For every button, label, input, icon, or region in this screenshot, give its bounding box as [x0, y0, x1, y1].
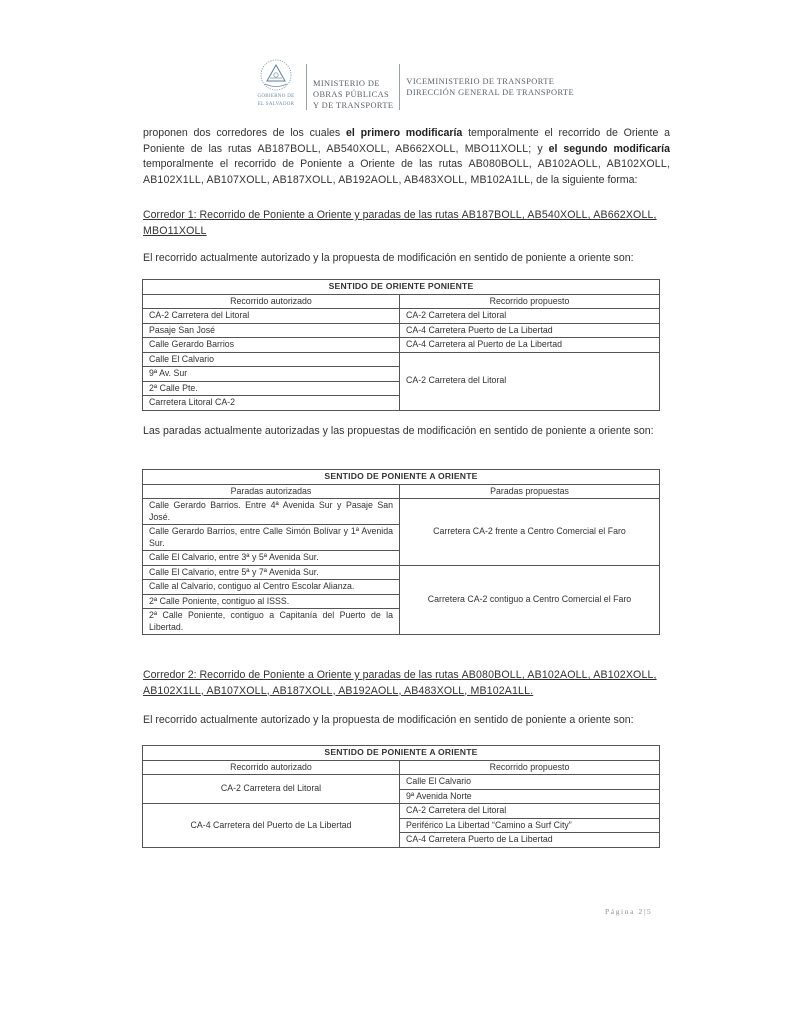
route-list: AB187BOLL, AB540XOLL, AB662XOLL, MBO11XOLL; [257, 142, 532, 155]
table-cell: CA-2 Carretera del Litoral [400, 309, 660, 324]
table-cell: Calle El Calvario, entre 3ª y 5ª Avenida Sur. [143, 551, 400, 566]
table-cell: Carretera CA-2 contiguo a Centro Comercial el Faro [400, 565, 660, 635]
sentence-recorrido-1: El recorrido actualmente autorizado y la propuesta de modificación en sentido de poniente a oriente son: [143, 252, 634, 264]
table-cell: Calle al Calvario, contiguo al Centro Escolar Alianza. [143, 580, 400, 595]
route-list: AB187BOLL, AB540XOLL, AB662XOLL, MBO11XOLL [143, 209, 657, 237]
table-cell: Carretera CA-2 frente a Centro Comercial el Faro [400, 499, 660, 566]
letterhead [252, 58, 574, 116]
table-cell: 2ª Calle Pte. [143, 381, 400, 396]
seal-caption-1: GOBIERNO DE [257, 94, 295, 99]
intro-text: y [531, 142, 549, 155]
seal-caption-2: EL SALVADOR [257, 102, 295, 107]
table-cell: CA-2 Carretera del Litoral [143, 775, 400, 804]
table-oriente-poniente [142, 279, 660, 411]
route-list: AB080BOLL, AB102AOLL, AB102XOLL, AB102X1LL, AB107XOLL, AB187XOLL, AB192AOLL, AB483XOLL, MB102A1LL. [143, 669, 657, 697]
page-number: Página 2|5 [605, 907, 653, 916]
header-divider [306, 64, 307, 110]
table-paradas [142, 469, 660, 635]
column-header: Recorrido autorizado [143, 294, 400, 309]
ministry-line-2: OBRAS PÚBLICAS [313, 90, 390, 99]
table-cell: 9ª Av. Sur [143, 367, 400, 382]
intro-text: temporalmente el recorrido de Oriente a Poniente de las rutas [143, 127, 671, 155]
table-cell: CA-2 Carretera del Litoral [400, 804, 660, 819]
intro-paragraph [143, 126, 670, 188]
table-cell: 9ª Avenida Norte [400, 789, 660, 804]
table-title: SENTIDO DE ORIENTE PONIENTE [143, 280, 660, 295]
table-cell: Carretera Litoral CA-2 [143, 396, 400, 411]
table-cell: CA-2 Carretera del Litoral [143, 309, 400, 324]
vice-line-1: VICEMINISTERIO DE TRANSPORTE [406, 77, 555, 86]
table-cell: Calle El Calvario, entre 5ª y 7ª Avenida Sur. [143, 565, 400, 580]
coat-of-arms-icon [259, 58, 293, 92]
column-header: Paradas autorizadas [143, 484, 400, 499]
ministry-line-3: Y DE TRANSPORTE [313, 101, 394, 110]
sentence-paradas: Las paradas actualmente autorizadas y las propuestas de modificación en sentido de poniente a oriente son: [143, 425, 654, 437]
intro-text: temporalmente el recorrido de Poniente a Oriente de las rutas [143, 158, 469, 171]
table-title: SENTIDO DE PONIENTE A ORIENTE [143, 746, 660, 761]
table-cell: 2ª Calle Poniente, contiguo al ISSS. [143, 594, 400, 609]
corredor-2-heading [143, 668, 670, 699]
table-cell: Periférico La Libertad “Camino a Surf City” [400, 818, 660, 833]
vice-ministry-name [406, 76, 574, 98]
ministry-name [313, 78, 393, 111]
vice-line-2: DIRECCIÓN GENERAL DE TRANSPORTE [406, 88, 574, 97]
table-cell: Calle El Calvario [400, 775, 660, 790]
ministry-line-1: MINISTERIO DE [313, 79, 380, 88]
column-header: Recorrido propuesto [400, 294, 660, 309]
table-title: SENTIDO DE PONIENTE A ORIENTE [143, 470, 660, 485]
table-cell: CA-2 Carretera del Litoral [400, 352, 660, 410]
heading-text: Corredor 2: Recorrido de Poniente a Oriente y paradas de las rutas [143, 669, 462, 681]
table-cell: Calle Gerardo Barrios [143, 338, 400, 353]
table-cell: Calle El Calvario [143, 352, 400, 367]
table-cell: CA-4 Carretera del Puerto de La Libertad [143, 804, 400, 848]
column-header: Paradas propuestas [400, 484, 660, 499]
column-header: Recorrido autorizado [143, 760, 400, 775]
table-cell: CA-4 Carretera al Puerto de La Libertad [400, 338, 660, 353]
government-seal [252, 58, 300, 108]
intro-bold: el segundo modificaría [548, 142, 670, 155]
table-cell: Pasaje San José [143, 323, 400, 338]
route-list: AB080BOLL, AB102AOLL, AB102XOLL, AB102X1LL, AB107XOLL, AB187XOLL, AB192AOLL, AB483XOLL, MB102A1LL, [143, 158, 670, 186]
table-cell: Calle Gerardo Barrios, entre Calle Simón Bolívar y 1ª Avenida Sur. [143, 525, 400, 551]
intro-text: de la siguiente forma: [533, 173, 638, 186]
table-poniente-oriente [142, 745, 660, 848]
table-cell: CA-4 Carretera Puerto de La Libertad [400, 833, 660, 848]
sentence-recorrido-2: El recorrido actualmente autorizado y la propuesta de modificación en sentido de poniente a oriente son: [143, 714, 634, 726]
table-cell: CA-4 Carretera Puerto de La Libertad [400, 323, 660, 338]
intro-bold: el primero modificaría [346, 127, 463, 139]
header-divider [399, 64, 400, 110]
corredor-1-heading [143, 208, 670, 239]
table-cell: Calle Gerardo Barrios. Entre 4ª Avenida Sur y Pasaje San José. [143, 499, 400, 525]
column-header: Recorrido propuesto [400, 760, 660, 775]
heading-text: Corredor 1: Recorrido de Poniente a Oriente y paradas de las rutas [143, 209, 462, 221]
intro-text: proponen dos corredores de los cuales [143, 127, 346, 139]
table-cell: 2ª Calle Poniente, contiguo a Capitanía del Puerto de la Libertad. [143, 609, 400, 635]
